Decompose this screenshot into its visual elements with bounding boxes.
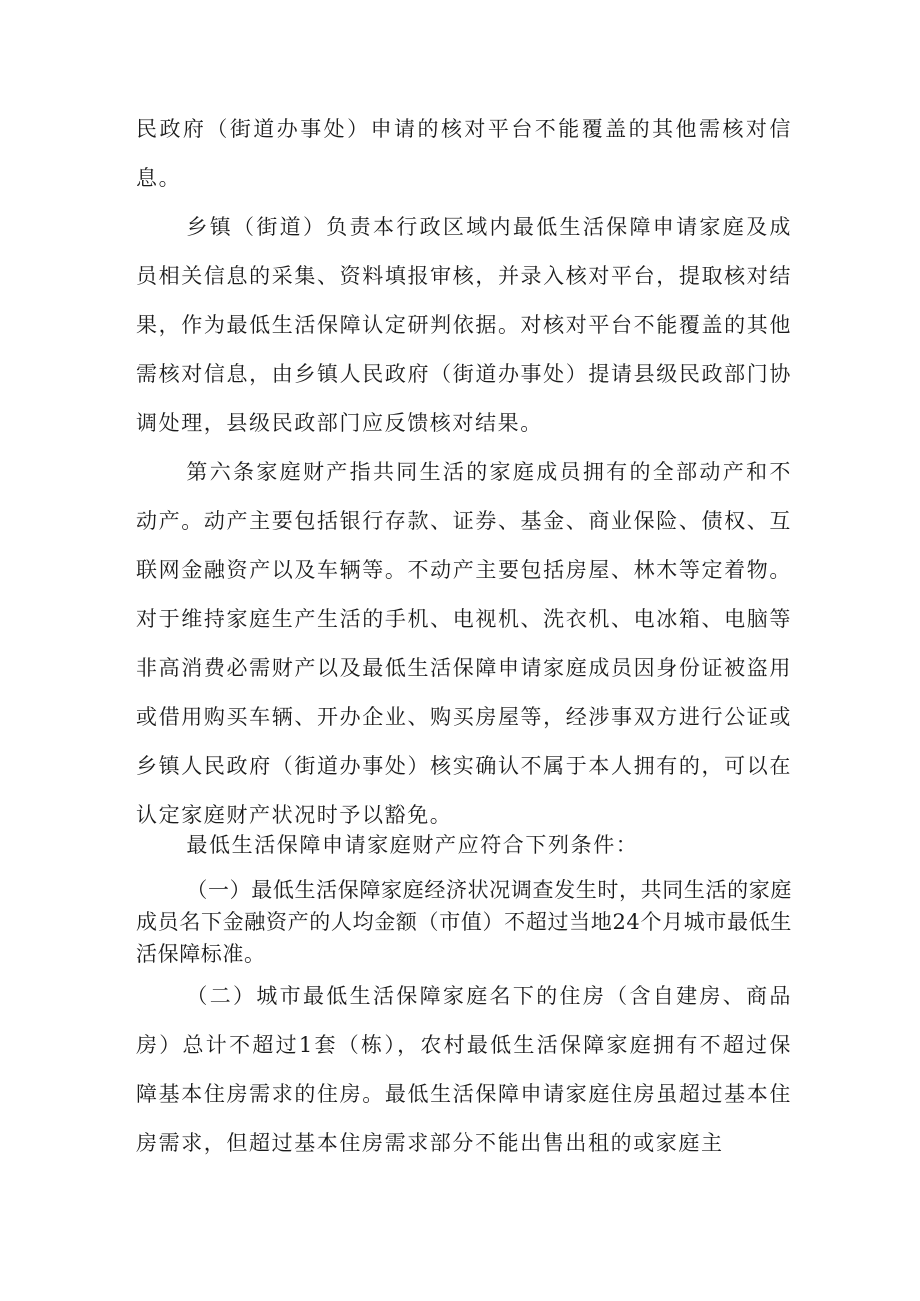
paragraph-condition-two: （二）城市最低生活保障家庭名下的住房（含自建房、商品房）总计不超过1套（栋），农村最低生活保障家庭拥有不超过保障基本住房需求的住房。最低生活保障申请家庭住房虽超过基本住房需求，但超过基本住房需求部分不能出售出租的或家庭主 (136, 984, 792, 1155)
paragraph-township-duty: 乡镇（街道）负责本行政区域内最低生活保障申请家庭及成员相关信息的采集、资料填报审核，并录入核对平台，提取核对结果，作为最低生活保障认定研判依据。对核对平台不能覆盖的其他需核对信息，由乡镇人民政府（街道办事处）提请县级民政部门协调处理，县级民政部门应反馈核对结果。 (136, 215, 792, 435)
body-text-condition-one (136, 874, 792, 970)
paragraph-article-six: 第六条家庭财产指共同生活的家庭成员拥有的全部动产和不动产。动产主要包括银行存款、证券、基金、商业保险、债权、互联网金融资产以及车辆等。不动产主要包括房屋、林木等定着物。对于维持家庭生产生活的手机、电视机、洗衣机、电冰箱、电脑等非高消费必需财产以及最低生活保障申请家庭成员因身份证被盗用或借用购买车辆、开办企业、购买房屋等，经涉事双方进行公证或乡镇人民政府（街道办事处）核实确认不属于本人拥有的，可以在认定家庭财产状况时予以豁免。 (136, 460, 792, 827)
paragraph-conditions-intro: 最低生活保障申请家庭财产应符合下列条件： (186, 833, 639, 857)
body-text-condition-two (136, 972, 792, 1168)
body-text-upper (136, 105, 792, 840)
paragraph-condition-one: （一）最低生活保障家庭经济状况调查发生时，共同生活的家庭成员名下金融资产的人均金额（市值）不超过当地24个月城市最低生活保障标准。 (136, 878, 792, 966)
paragraph-continued: 民政府（街道办事处）申请的核对平台不能覆盖的其他需核对信息。 (136, 117, 792, 190)
body-text-conditions-intro (136, 821, 792, 870)
